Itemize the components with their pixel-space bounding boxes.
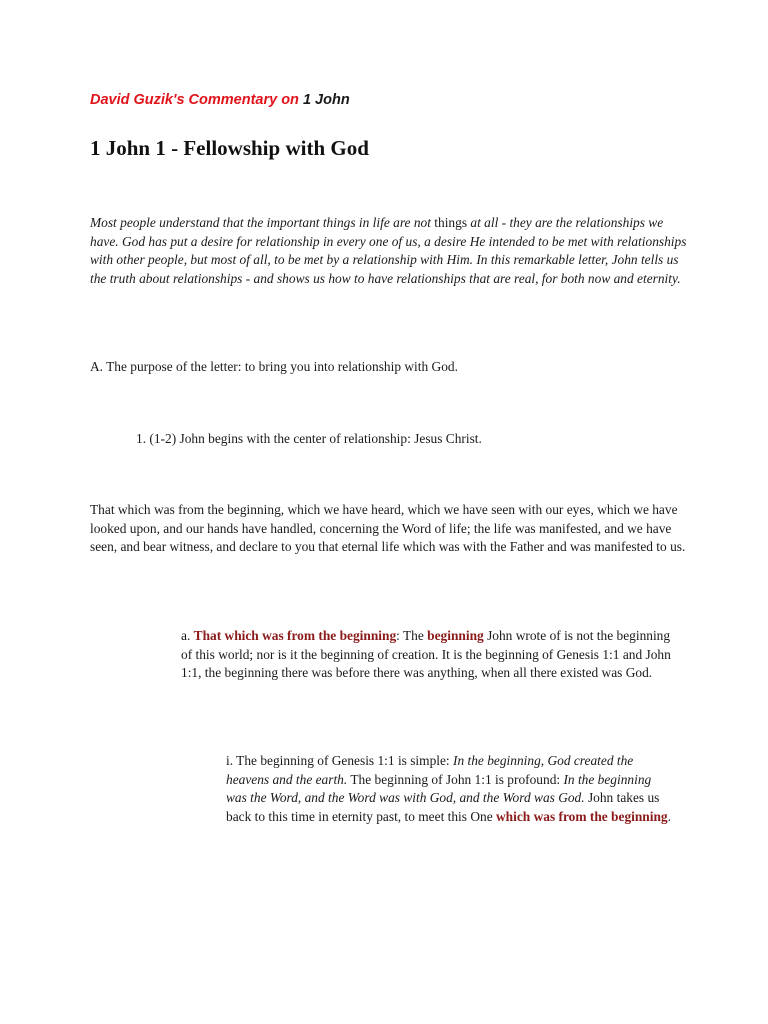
- comment-i-text-4: .: [667, 808, 671, 824]
- intro-text-1: Most people understand that the important things in life are not: [90, 215, 435, 230]
- comment-i-quote-2: In the beginning was the Word, and the Word was with God, and the Word was God.: [226, 771, 652, 805]
- comment-i-text-3: John takes us back to this time in eternity past, to meet this One: [226, 790, 660, 824]
- attribution-book: 1 John: [302, 92, 350, 108]
- comment-i-text-2: The beginning of John 1:1 is profound:: [347, 771, 564, 787]
- comment-a: [181, 627, 671, 683]
- intro-paragraph: [90, 214, 690, 288]
- commentary-attribution: [90, 92, 350, 108]
- scripture-passage: That which was from the beginning, which we have heard, which we have seen with our eyes, which we have looked upon, and our hands have handled, concerning the Word of life; the life was manifested, and we have seen, and bear witness, and declare to you that eternal life which was with the Father and was manifested to us.: [90, 502, 686, 554]
- page-title: 1 John 1 - Fellowship with God: [90, 136, 369, 160]
- comment-a-text-1: : The: [396, 628, 428, 643]
- comment-i-quote-3: which was from the beginning: [496, 808, 668, 824]
- attribution-author: David Guzik's Commentary on: [90, 92, 303, 108]
- comment-i-quote-1: In the beginning, God created the heavens and the earth.: [226, 753, 634, 787]
- comment-i-text-1: i. The beginning of Genesis 1:1 is simple:: [226, 753, 453, 768]
- intro-text-2: at all - they are the relationships we have. God has put a desire for relationship in every one of us, a desire He intended to be met with relationships with other people, but most of all, to be met by a relationship with Him. In this remarkable letter, John tells us the truth about relationships - and shows us how to have relationships that are real, for both now and eternity.: [90, 215, 687, 286]
- comment-a-text-2: John wrote of is not the beginning of this world; nor is it the beginning of creation. It is the beginning of Genesis 1:1 and John 1:1, the beginning there was before there was anything, when all there existed was God.: [181, 628, 671, 680]
- outline-point-1: 1. (1-2) John begins with the center of relationship: Jesus Christ.: [136, 431, 482, 446]
- comment-a-label: a.: [181, 628, 194, 643]
- comment-i: [226, 752, 672, 826]
- comment-a-quote-2: beginning: [427, 628, 484, 643]
- comment-a-quote-1: That which was from the beginning: [193, 628, 397, 643]
- intro-text-plain: things: [434, 215, 468, 230]
- outline-section-a: A. The purpose of the letter: to bring you into relationship with God.: [90, 359, 458, 374]
